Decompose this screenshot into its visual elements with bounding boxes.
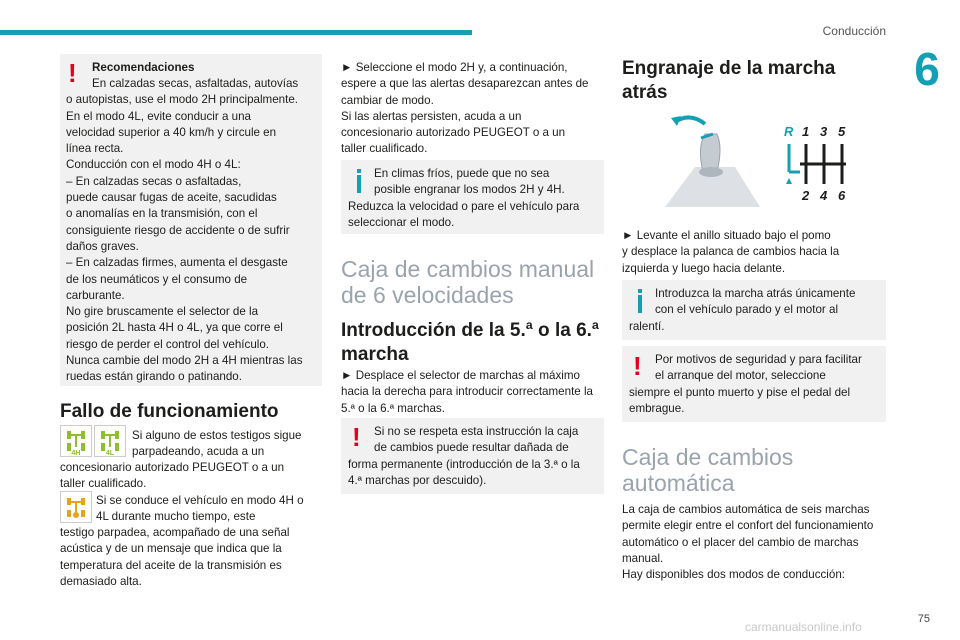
- text-line: daños graves.: [66, 239, 139, 253]
- text-line: el arranque del motor, seleccione: [655, 369, 826, 383]
- text-line: y desplace la palanca de cambios hacia la: [622, 245, 840, 259]
- text-line: forma permanente (introducción de la 3.ª o la: [348, 457, 580, 471]
- text-line: – En calzadas firmes, aumenta el desgaste: [66, 256, 288, 270]
- text-line: embrague.: [629, 401, 685, 415]
- text-line: Si las alertas persisten, acuda a un: [341, 109, 522, 123]
- manual-gearbox-heading-line1: Caja de cambios manual: [341, 256, 595, 282]
- 4h-4l-warning-lamp-icon: [60, 425, 92, 457]
- text-line: siempre el punto muerto y pise el pedal del: [629, 385, 851, 399]
- text-line: permite elegir entre el confort del funcionamiento: [622, 519, 874, 533]
- fault-heading: Fallo de funcionamiento: [60, 401, 279, 422]
- text-line: No gire bruscamente el selector de la: [66, 305, 259, 319]
- reverse-gear-heading-line1: Engranaje de la marcha: [622, 58, 836, 79]
- text-line: izquierda y luego hacia delante.: [622, 261, 786, 275]
- text-line: 5.ª o la 6.ª marchas.: [341, 401, 445, 415]
- text-line: La caja de cambios automática de seis marchas: [622, 503, 870, 516]
- watermark: carmanualsonline.info: [745, 620, 862, 634]
- fault-text-1a: Si alguno de estos testigos sigue: [132, 429, 302, 442]
- text-line: ruedas están girando o patinando.: [66, 370, 242, 384]
- header-accent-bar: [0, 30, 472, 35]
- intro-gear-text: [341, 368, 606, 417]
- text-line: Nunca cambie del modo 2H a 4H mientras las: [66, 354, 303, 368]
- text-line: Por motivos de seguridad y para facilitar: [655, 353, 862, 366]
- text-line: En el modo 4L, evite conducir a una: [66, 109, 251, 123]
- cold-climate-info-text: [348, 166, 600, 231]
- gear-shift-pattern: [784, 124, 854, 206]
- safety-warning-text: [629, 352, 883, 417]
- reverse-gear-heading-line2: atrás: [622, 82, 668, 103]
- text-line: o autopistas, use el modo 2H principalmente.: [66, 93, 299, 107]
- text-line: En climas fríos, puede que no sea: [374, 167, 550, 180]
- text-line: automático o el placer del cambio de marchas: [622, 535, 859, 549]
- recommendations-text: [66, 76, 320, 386]
- icon-label: 4H: [71, 450, 81, 456]
- text-line: temperatura del aceite de la transmisión es: [60, 558, 282, 572]
- text-line: Conducción con el modo 4H o 4L:: [66, 158, 241, 172]
- text-line: Introduzca la marcha atrás únicamente: [655, 287, 856, 300]
- icon-label: 4L: [105, 450, 115, 456]
- text-line: de cambios puede resultar dañada de: [374, 441, 569, 455]
- text-line: En calzadas secas, asfaltadas, autovías: [92, 77, 299, 90]
- warning-icon: !: [68, 58, 77, 88]
- text-line: o anomalías en la transmisión, con el: [66, 207, 258, 221]
- gear-label-1: 1: [802, 124, 810, 139]
- text-line: velocidad superior a 40 km/h y circule en: [66, 125, 277, 139]
- intro-gear-heading-line2: marcha: [341, 344, 409, 365]
- text-line: cambiar de modo.: [341, 93, 434, 107]
- text-line: hacia la derecha para introducir correctamente la: [341, 385, 593, 399]
- mode-change-text: [341, 60, 606, 158]
- text-line: testigo parpadea, acompañado de una señal: [60, 526, 290, 539]
- text-line: taller cualificado.: [341, 142, 428, 156]
- text-line: consiguiente riesgo de accidente o de sufrir: [66, 223, 290, 237]
- fault-text-2b: 4L durante mucho tiempo, este: [96, 510, 256, 523]
- text-line: ► Levante el anillo situado bajo el pomo: [622, 229, 831, 242]
- gear-label-3: 3: [820, 124, 828, 139]
- reverse-gear-info-text: [629, 286, 883, 335]
- text-line: línea recta.: [66, 142, 124, 156]
- fault-text-1b: parpadeando, acuda a un: [132, 445, 265, 458]
- automatic-gearbox-text: [622, 502, 890, 583]
- recommendations-title: Recomendaciones: [92, 61, 195, 74]
- gear-label-reverse: R: [784, 124, 794, 139]
- text-line: riesgo de perder el control del vehículo.: [66, 337, 270, 351]
- 4l-warning-lamp-icon: [94, 425, 126, 457]
- fault-text-2-rest: [60, 525, 322, 590]
- gear-label-6: 6: [838, 188, 846, 203]
- gear-label-5: 5: [838, 124, 846, 139]
- fault-text-1c: concesionario autorizado PEUGEOT o a un: [60, 461, 285, 474]
- fault-text-1d: taller cualificado.: [60, 477, 147, 490]
- warning-icon: !: [633, 351, 642, 381]
- fault-text-2a: Si se conduce el vehículo en modo 4H o: [96, 494, 304, 507]
- text-line: de los neumáticos y el consumo de: [66, 272, 248, 286]
- text-line: demasiado alta.: [60, 574, 142, 588]
- page-number: 75: [917, 613, 930, 625]
- text-line: acústica y de un mensaje que indica que la: [60, 542, 282, 556]
- chapter-number: 6: [914, 43, 940, 95]
- text-line: ► Seleccione el modo 2H y, a continuación,: [341, 61, 568, 74]
- warning-icon: !: [352, 422, 361, 452]
- text-line: Reduzca la velocidad o pare el vehículo para: [348, 199, 580, 213]
- text-line: Si no se respeta esta instrucción la caja: [374, 425, 579, 438]
- intro-gear-heading-line1: Introducción de la 5.ª o la 6.ª: [341, 320, 599, 341]
- text-line: ► Desplace el selector de marchas al máximo: [341, 369, 580, 382]
- gear-lever-illustration: [655, 112, 765, 212]
- text-line: carburante.: [66, 288, 125, 302]
- text-line: posición 2L hasta 4H o 4L, ya que corre el: [66, 321, 283, 335]
- text-line: – En calzadas secas o asfaltadas,: [66, 174, 242, 188]
- manual-gearbox-heading-line2: de 6 velocidades: [341, 282, 514, 308]
- text-line: seleccionar el modo.: [348, 215, 455, 229]
- section-title: Conducción: [822, 24, 886, 38]
- text-line: con el vehículo parado y el motor al: [655, 303, 839, 317]
- text-line: ralentí.: [629, 319, 665, 333]
- text-line: Hay disponibles dos modos de conducción:: [622, 568, 845, 582]
- text-line: 4.ª marchas por descuido).: [348, 473, 487, 487]
- text-line: manual.: [622, 551, 664, 565]
- reverse-gear-text: [622, 228, 887, 277]
- text-line: concesionario autorizado PEUGEOT o a un: [341, 126, 566, 140]
- text-line: espere a que las alertas desaparezcan antes de: [341, 77, 589, 91]
- gear-label-2: 2: [802, 188, 810, 203]
- automatic-gearbox-heading-line2: automática: [622, 470, 735, 496]
- gear-label-4: 4: [820, 188, 828, 203]
- transmission-oil-temperature-icon: [60, 491, 92, 523]
- text-line: posible engranar los modos 2H y 4H.: [374, 183, 565, 197]
- automatic-gearbox-heading-line1: Caja de cambios: [622, 444, 794, 470]
- text-line: puede causar fugas de aceite, sacudidas: [66, 191, 277, 205]
- gearbox-damage-warning-text: [348, 424, 600, 489]
